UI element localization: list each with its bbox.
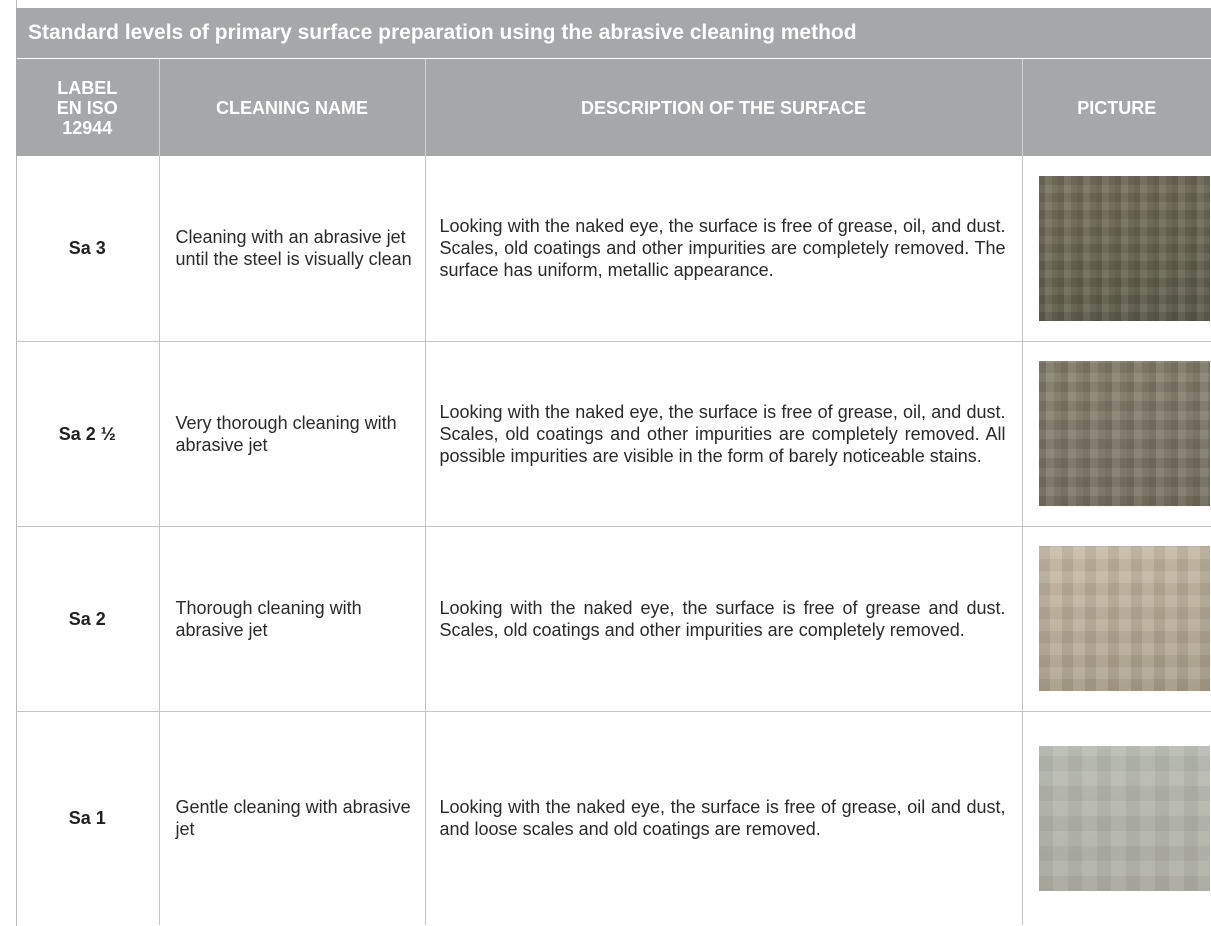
picture-cell [1022, 156, 1211, 341]
header-cleaning-name: CLEANING NAME [159, 59, 425, 156]
header-label [16, 59, 159, 156]
cleaning-name-cell: Cleaning with an abrasive jet until the steel is visually clean [159, 156, 425, 341]
cleaning-name-cell: Thorough cleaning with abrasive jet [159, 526, 425, 711]
label-cell: Sa 3 [16, 156, 159, 341]
label-cell: Sa 1 [68, 808, 106, 829]
table-header-row [16, 59, 1211, 156]
table-row-sa2-half [16, 341, 1211, 526]
description-cell: Looking with the naked eye, the surface is free of grease, oil, and dust. Scales, old coatings and other impurities are completely removed. All possible impurities are visible in the form of barely noticeable stains. [425, 341, 1022, 526]
surface-picture-sa2-half [1039, 361, 1210, 506]
table-row-sa3 [16, 156, 1211, 341]
surface-picture-sa2 [1039, 546, 1210, 691]
description-cell: Looking with the naked eye, the surface is free of grease and dust. Scales, old coatings and other impurities are completely removed. [425, 526, 1022, 711]
table-row-sa1 [16, 711, 1211, 925]
surface-preparation-table [16, 59, 1211, 925]
picture-cell [1022, 711, 1211, 925]
label-cell: Sa 2 ½ [16, 341, 159, 526]
header-label-line2: EN ISO [56, 97, 118, 118]
label-cell: Sa 2 [16, 526, 159, 711]
surface-picture-sa3 [1039, 176, 1210, 321]
table-title: Standard levels of primary surface preparation using the abrasive cleaning method [16, 8, 1211, 58]
cleaning-name-cell: Very thorough cleaning with abrasive jet [159, 341, 425, 526]
header-picture: PICTURE [1022, 59, 1211, 156]
description-cell: Looking with the naked eye, the surface is free of grease, oil and dust, and loose scales and old coatings are removed. [425, 711, 1022, 925]
description-cell: Looking with the naked eye, the surface is free of grease, oil, and dust. Scales, old coatings and other impurities are completely removed. The surface has uniform, metallic appearance. [425, 156, 1022, 341]
picture-cell [1022, 526, 1211, 711]
header-description: DESCRIPTION OF THE SURFACE [425, 59, 1022, 156]
header-label-line1: LABEL [57, 77, 118, 98]
cleaning-name-cell: Gentle cleaning with abrasive jet [159, 711, 425, 925]
surface-picture-sa1 [1039, 746, 1210, 891]
table-row-sa2 [16, 526, 1211, 711]
header-label-line3: 12944 [62, 117, 113, 138]
picture-cell [1022, 341, 1211, 526]
